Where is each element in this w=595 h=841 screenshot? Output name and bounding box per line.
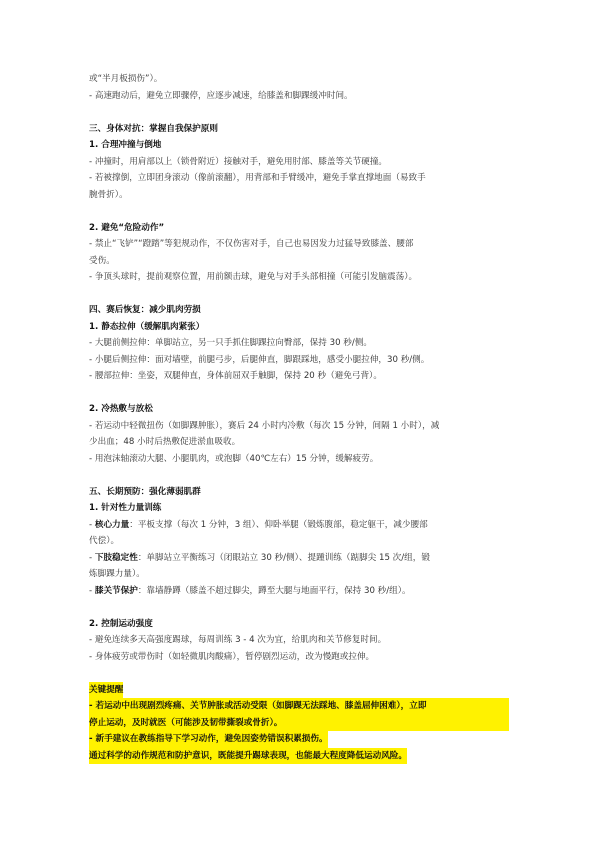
list-item: - 膝关节保护：靠墙静蹲（膝盖不超过脚尖，蹲至大腿与地面平行，保持 30 秒/组）。 [89, 585, 411, 596]
section-4-sub-2-heading: 2. 冷热敷与放松 [89, 404, 153, 414]
list-item: - 若被撑倒，立即团身滚动（像前滚翻），用背部和手臂缓冲，避免手掌直撑地面（易致手 [89, 173, 426, 183]
list-item: - 大腿前侧拉伸：单脚站立，另一只手抓住脚踝拉向臀部，保持 30 秒/侧。 [89, 338, 372, 348]
list-item: - 若运动中轻微扭伤（如脚踝肿胀），赛后 24 小时内冷敷（每次 15 分钟，间隔 1 小时），减 [89, 420, 440, 431]
key-tip-line: - 若运动中出现剧烈疼痛、关节肿胀或活动受限（如脚踝无法踩地、膝盖屈伸困难），立即 [89, 698, 509, 715]
section-4-sub-1-heading: 1. 静态拉伸（缓解肌肉紧张） [89, 321, 205, 332]
list-item: 受伤。 [89, 255, 115, 266]
key-tip-line: - 新手建议在教练指导下学习动作，避免因姿势错误积累损伤。 [89, 731, 328, 748]
section-5-sub-2-heading: 2. 控制运动强度 [89, 618, 153, 629]
core-strength-label: 核心力量 [94, 519, 130, 530]
key-tips-block [89, 682, 509, 765]
list-item: - 禁止“飞铲”“蹬踏”等犯规动作，不仅伤害对手，自己也易因发力过猛导致膝盖、腰部 [89, 239, 414, 249]
list-item: 炼脚踝力量）。 [89, 569, 145, 579]
list-item: - 身体疲劳或带伤时（如轻微肌肉酸痛），暂停剧烈运动，改为慢跑或拉伸。 [89, 651, 375, 662]
text-line: - 高速跑动后，避免立即骤停，应逐步减速，给膝盖和脚踝缓冲时间。 [89, 90, 353, 101]
list-item: 腕骨折）。 [89, 189, 128, 200]
list-item: - 核心力量：平板支撑（每次 1 分钟，3 组）、仰卧举腿（锻炼腹部，稳定躯干，减少腰部 [89, 519, 428, 530]
knee-protection-label: 膝关节保护 [94, 585, 138, 596]
list-item: - 争顶头球时，提前观察位置，用前额击球，避免与对手头部相撞（可能引发脑震荡）。 [89, 272, 418, 282]
list-item: - 下肢稳定性：单脚站立平衡练习（闭眼站立 30 秒/侧）、提踵训练（踮脚尖 15 次/组，锻 [89, 552, 430, 563]
key-tip-line: 停止运动，及时就医（可能涉及韧带撕裂或骨折）。 [89, 715, 509, 732]
list-item: - 避免连续多天高强度踢球，每周训练 3 - 4 次为宜，给肌肉和关节修复时间。 [89, 635, 387, 645]
list-item: - 冲撞时，用肩部以上（锁骨附近）接触对手，避免用肘部、膝盖等关节硬撞。 [89, 156, 388, 167]
list-item: - 小腿后侧拉伸：面对墙壁，前腿弓步，后腿伸直，脚跟踩地，感受小腿拉伸，30 秒/侧。 [89, 354, 430, 365]
section-5-sub-1-heading: 1. 针对性力量训练 [89, 503, 162, 513]
key-tip-line: 通过科学的动作规范和防护意识，既能提升踢球表现，也能最大程度降低运动风险。 [89, 748, 407, 765]
list-item: 少出血；48 小时后热敷促进淤血吸收。 [89, 437, 241, 447]
lower-limb-text: ：单脚站立平衡练习（闭眼站立 30 秒/侧）、提踵训练（踮脚尖 15 次/组，锻 [137, 552, 430, 563]
core-strength-text: ：平板支撑（每次 1 分钟，3 组）、仰卧举腿（锻炼腹部，稳定躯干，减少腰部 [129, 519, 428, 530]
list-item: - 腰部拉伸：坐姿，双腿伸直，身体前屈双手触脚，保持 20 秒（避免弓背）。 [89, 371, 382, 381]
list-item: 代偿）。 [89, 536, 120, 546]
text-line: 或“半月板损伤”）。 [89, 74, 163, 84]
section-5-heading: 五、长期预防：强化薄弱肌群 [89, 486, 201, 497]
key-tips-heading: 关键提醒 [89, 682, 123, 699]
lower-limb-label: 下肢稳定性 [94, 552, 138, 563]
list-item: - 用泡沫轴滚动大腿、小腿肌肉，或泡脚（40℃左右）15 分钟，缓解疲劳。 [89, 453, 379, 464]
section-3-sub-2-heading: 2. 避免“危险动作” [89, 222, 165, 233]
knee-protection-text: ：靠墙静蹲（膝盖不超过脚尖，蹲至大腿与地面平行，保持 30 秒/组）。 [137, 585, 411, 596]
document-body [89, 71, 509, 764]
section-3-heading: 三、身体对抗：掌握自我保护原则 [89, 123, 218, 134]
section-3-sub-1-heading: 1. 合理冲撞与倒地 [89, 140, 162, 150]
section-4-heading: 四、赛后恢复：减少肌肉劳损 [89, 305, 201, 315]
